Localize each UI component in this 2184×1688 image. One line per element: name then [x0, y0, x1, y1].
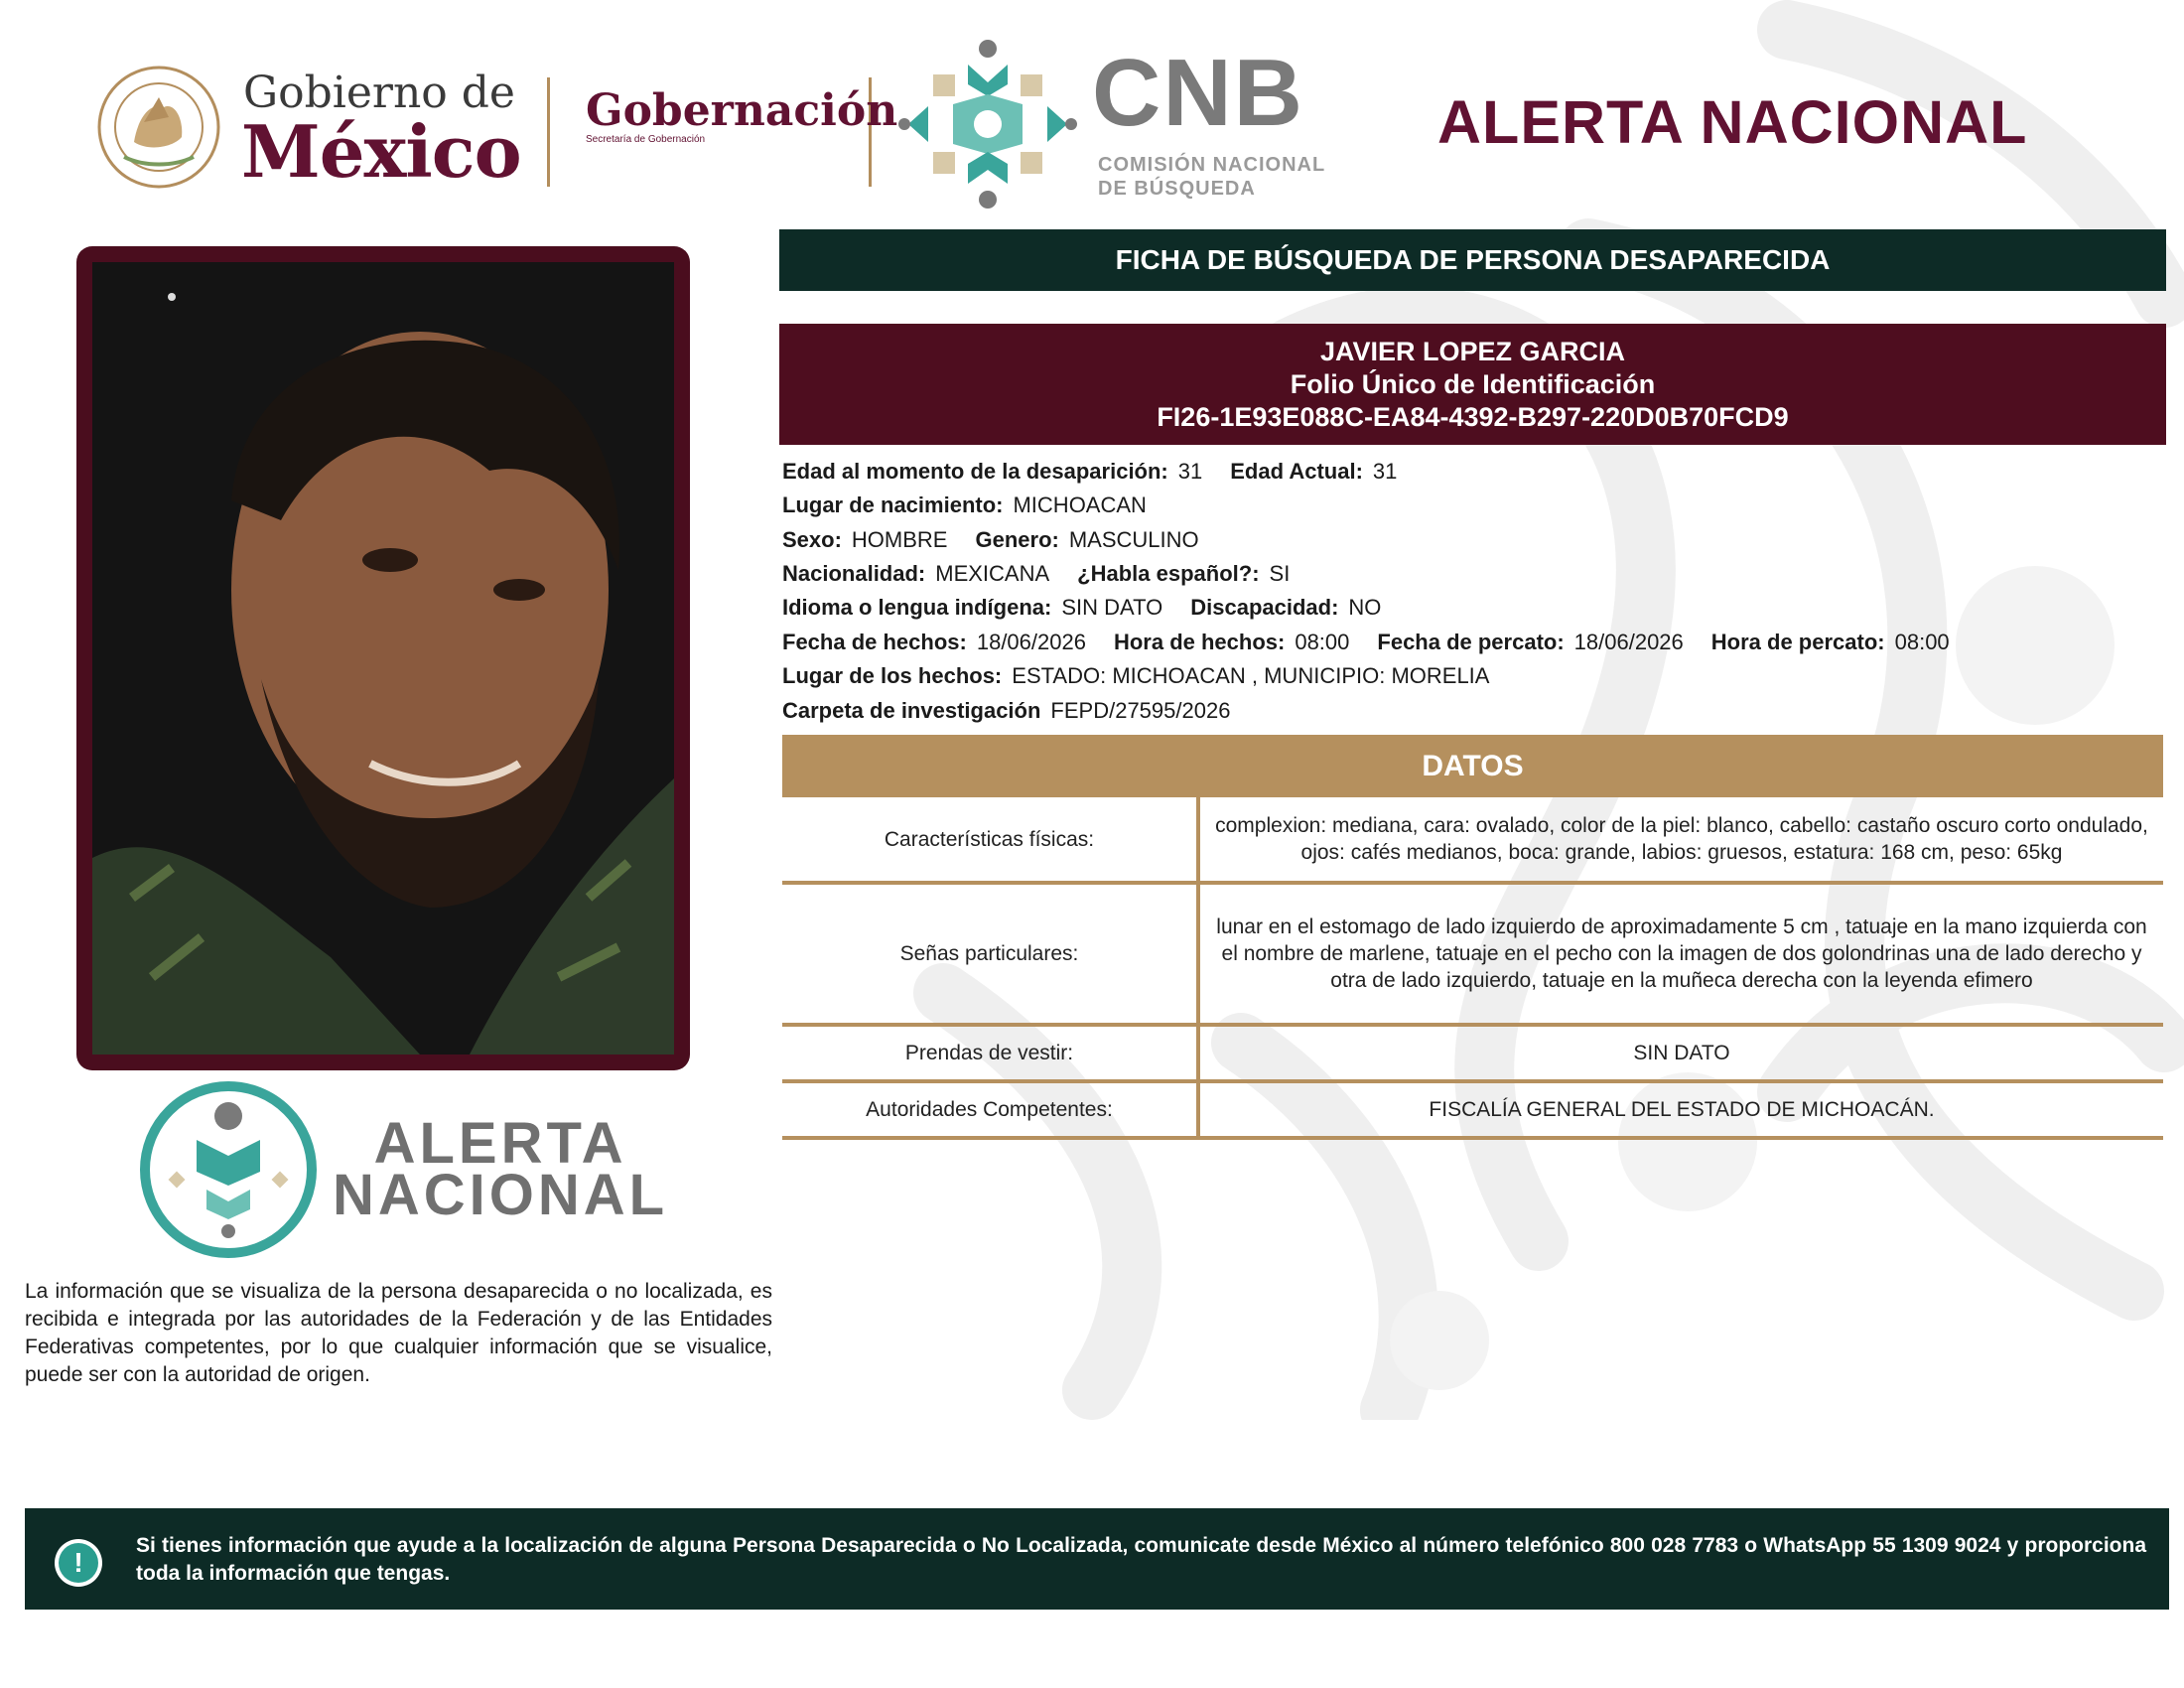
- cnb-sub-line2: DE BÚSQUEDA: [1098, 178, 1256, 200]
- gobierno-mexico-logo: [94, 58, 650, 197]
- table-row: [782, 1081, 2163, 1138]
- datos-label: Señas particulares:: [782, 883, 1198, 1025]
- ficha-title-bar: FICHA DE BÚSQUEDA DE PERSONA DESAPARECIDA: [779, 229, 2166, 291]
- datos-title-bar: DATOS: [782, 735, 2163, 797]
- alerta-line1: ALERTA: [373, 1111, 627, 1176]
- cnb-wordmark: CNB: [1092, 40, 1304, 146]
- info-line-fechas: [782, 629, 1978, 656]
- person-name: JAVIER LOPEZ GARCIA: [1319, 337, 1626, 366]
- datos-value: lunar en el estomago de lado izquierdo de aproximadamente 5 cm , tatuaje en la mano izquierda con el nombre de marlene, tatuaje en el pecho con la imagen de dos golondrinas una de lado derecho y otra de lado izquierdo, tatuaje en la muñeca derecha con la leyenda efimero: [1198, 883, 2163, 1025]
- fecha-hechos-value: 18/06/2026: [976, 630, 1086, 654]
- datos-label: Autoridades Competentes:: [782, 1081, 1198, 1138]
- discapacidad-label: Discapacidad:: [1190, 595, 1339, 620]
- gobernacion-sub: Secretaría de Gobernación: [586, 134, 706, 145]
- datos-label: Características físicas:: [782, 797, 1198, 883]
- exclamation-glyph: !: [59, 1543, 98, 1583]
- footer-contact-bar: [25, 1508, 2169, 1610]
- hora-hechos-value: 08:00: [1295, 630, 1350, 654]
- person-name-box: [779, 324, 2166, 445]
- lugar-nac-label: Lugar de nacimiento:: [782, 492, 1004, 517]
- idioma-value: SIN DATO: [1061, 595, 1163, 620]
- gobernacion-title: Gobernación: [586, 85, 898, 136]
- edad-desap-label: Edad al momento de la desaparición:: [782, 459, 1168, 484]
- hora-percato-value: 08:00: [1894, 630, 1950, 654]
- footer-text: Si tienes información que ayude a la localización de alguna Persona Desaparecida o No Localizada, comunicate desde México al número telefónico 800 028 7783 o WhatsApp 55 1309 9024 y proporciona toda la información que tengas.: [136, 1534, 2146, 1585]
- sexo-label: Sexo:: [782, 527, 842, 552]
- alerta-wordmark: [333, 1111, 669, 1227]
- edad-desap-value: 31: [1177, 459, 1203, 484]
- fecha-percato-label: Fecha de percato:: [1377, 630, 1565, 654]
- table-row: [782, 883, 2163, 1025]
- cnb-subtitle: [1098, 153, 1325, 201]
- datos-label: Prendas de vestir:: [782, 1025, 1198, 1081]
- person-photo-image: [92, 262, 674, 1055]
- sexo-value: HOMBRE: [851, 527, 948, 552]
- nacionalidad-label: Nacionalidad:: [782, 561, 926, 586]
- nacionalidad-value: MEXICANA: [935, 561, 1050, 586]
- carpeta-label: Carpeta de investigación: [782, 698, 1041, 723]
- fecha-hechos-label: Fecha de hechos:: [782, 630, 967, 654]
- idioma-label: Idioma o lengua indígena:: [782, 595, 1052, 620]
- lugar-nac-value: MICHOACAN: [1013, 492, 1147, 517]
- carpeta-value: FEPD/27595/2026: [1050, 698, 1231, 723]
- genero-label: Genero:: [975, 527, 1059, 552]
- datos-value: complexion: mediana, cara: ovalado, color de la piel: blanco, cabello: castaño oscuro corto ondulado, ojos: cafés medianos, boca: grande, labios: gruesos, estatura: 168 cm, peso: 65kg: [1198, 797, 2163, 883]
- folio-value: FI26-1E93E088C-EA84-4392-B297-220D0B70FCD9: [1157, 402, 1789, 432]
- alerta-nacional-logo: [139, 1080, 675, 1259]
- fecha-percato-value: 18/06/2026: [1573, 630, 1684, 654]
- info-line-nacionalidad: [782, 560, 1317, 588]
- edad-actual-label: Edad Actual:: [1230, 459, 1363, 484]
- lugar-hechos-label: Lugar de los hechos:: [782, 663, 1003, 688]
- table-row: [782, 797, 2163, 883]
- alert-title: ALERTA NACIONAL: [1437, 88, 2028, 156]
- info-line-sexo: [782, 526, 1227, 554]
- disclaimer-text: La información que se visualiza de la persona desaparecida o no localizada, es recibida e integrada por las autoridades de la Federación y de las Entidades Federativas competentes, por lo que cualquier información que se visualice, puede ser con la autoridad de origen.: [25, 1280, 772, 1386]
- lugar-hechos-value: ESTADO: MICHOACAN , MUNICIPIO: MORELIA: [1012, 663, 1490, 688]
- person-photo-frame: [76, 246, 690, 1070]
- alerta-emblem-icon: [139, 1080, 318, 1259]
- gob-line1: Gobierno de: [243, 68, 515, 118]
- info-line-edad: [782, 458, 1425, 486]
- datos-table: [782, 797, 2163, 1140]
- genero-value: MASCULINO: [1068, 527, 1199, 552]
- info-line-lugar-hechos: [782, 662, 1517, 690]
- discapacidad-value: NO: [1348, 595, 1382, 620]
- info-line-idioma: [782, 594, 1409, 622]
- hora-hechos-label: Hora de hechos:: [1113, 630, 1286, 654]
- hora-percato-label: Hora de percato:: [1710, 630, 1885, 654]
- info-line-carpeta: [782, 697, 1258, 725]
- person-photo: [92, 262, 674, 1055]
- info-line-nacimiento: [782, 492, 1174, 519]
- gobernacion-logo: [586, 85, 897, 145]
- datos-value: FISCALÍA GENERAL DEL ESTADO DE MICHOACÁN.: [1198, 1081, 2163, 1138]
- table-row: [782, 1025, 2163, 1081]
- folio-label: Folio Único de Identificación: [1290, 369, 1656, 399]
- national-seal-icon: [94, 63, 223, 192]
- cnb-sub-line1: COMISIÓN NACIONAL: [1098, 154, 1326, 176]
- gob-line2: México: [241, 109, 521, 194]
- habla-value: SI: [1269, 561, 1291, 586]
- edad-actual-value: 31: [1372, 459, 1398, 484]
- alerta-line2: NACIONAL: [333, 1163, 669, 1227]
- habla-label: ¿Habla español?:: [1077, 561, 1260, 586]
- cnb-emblem-icon: [898, 35, 1077, 213]
- datos-value: SIN DATO: [1198, 1025, 2163, 1081]
- exclamation-icon: [55, 1539, 102, 1587]
